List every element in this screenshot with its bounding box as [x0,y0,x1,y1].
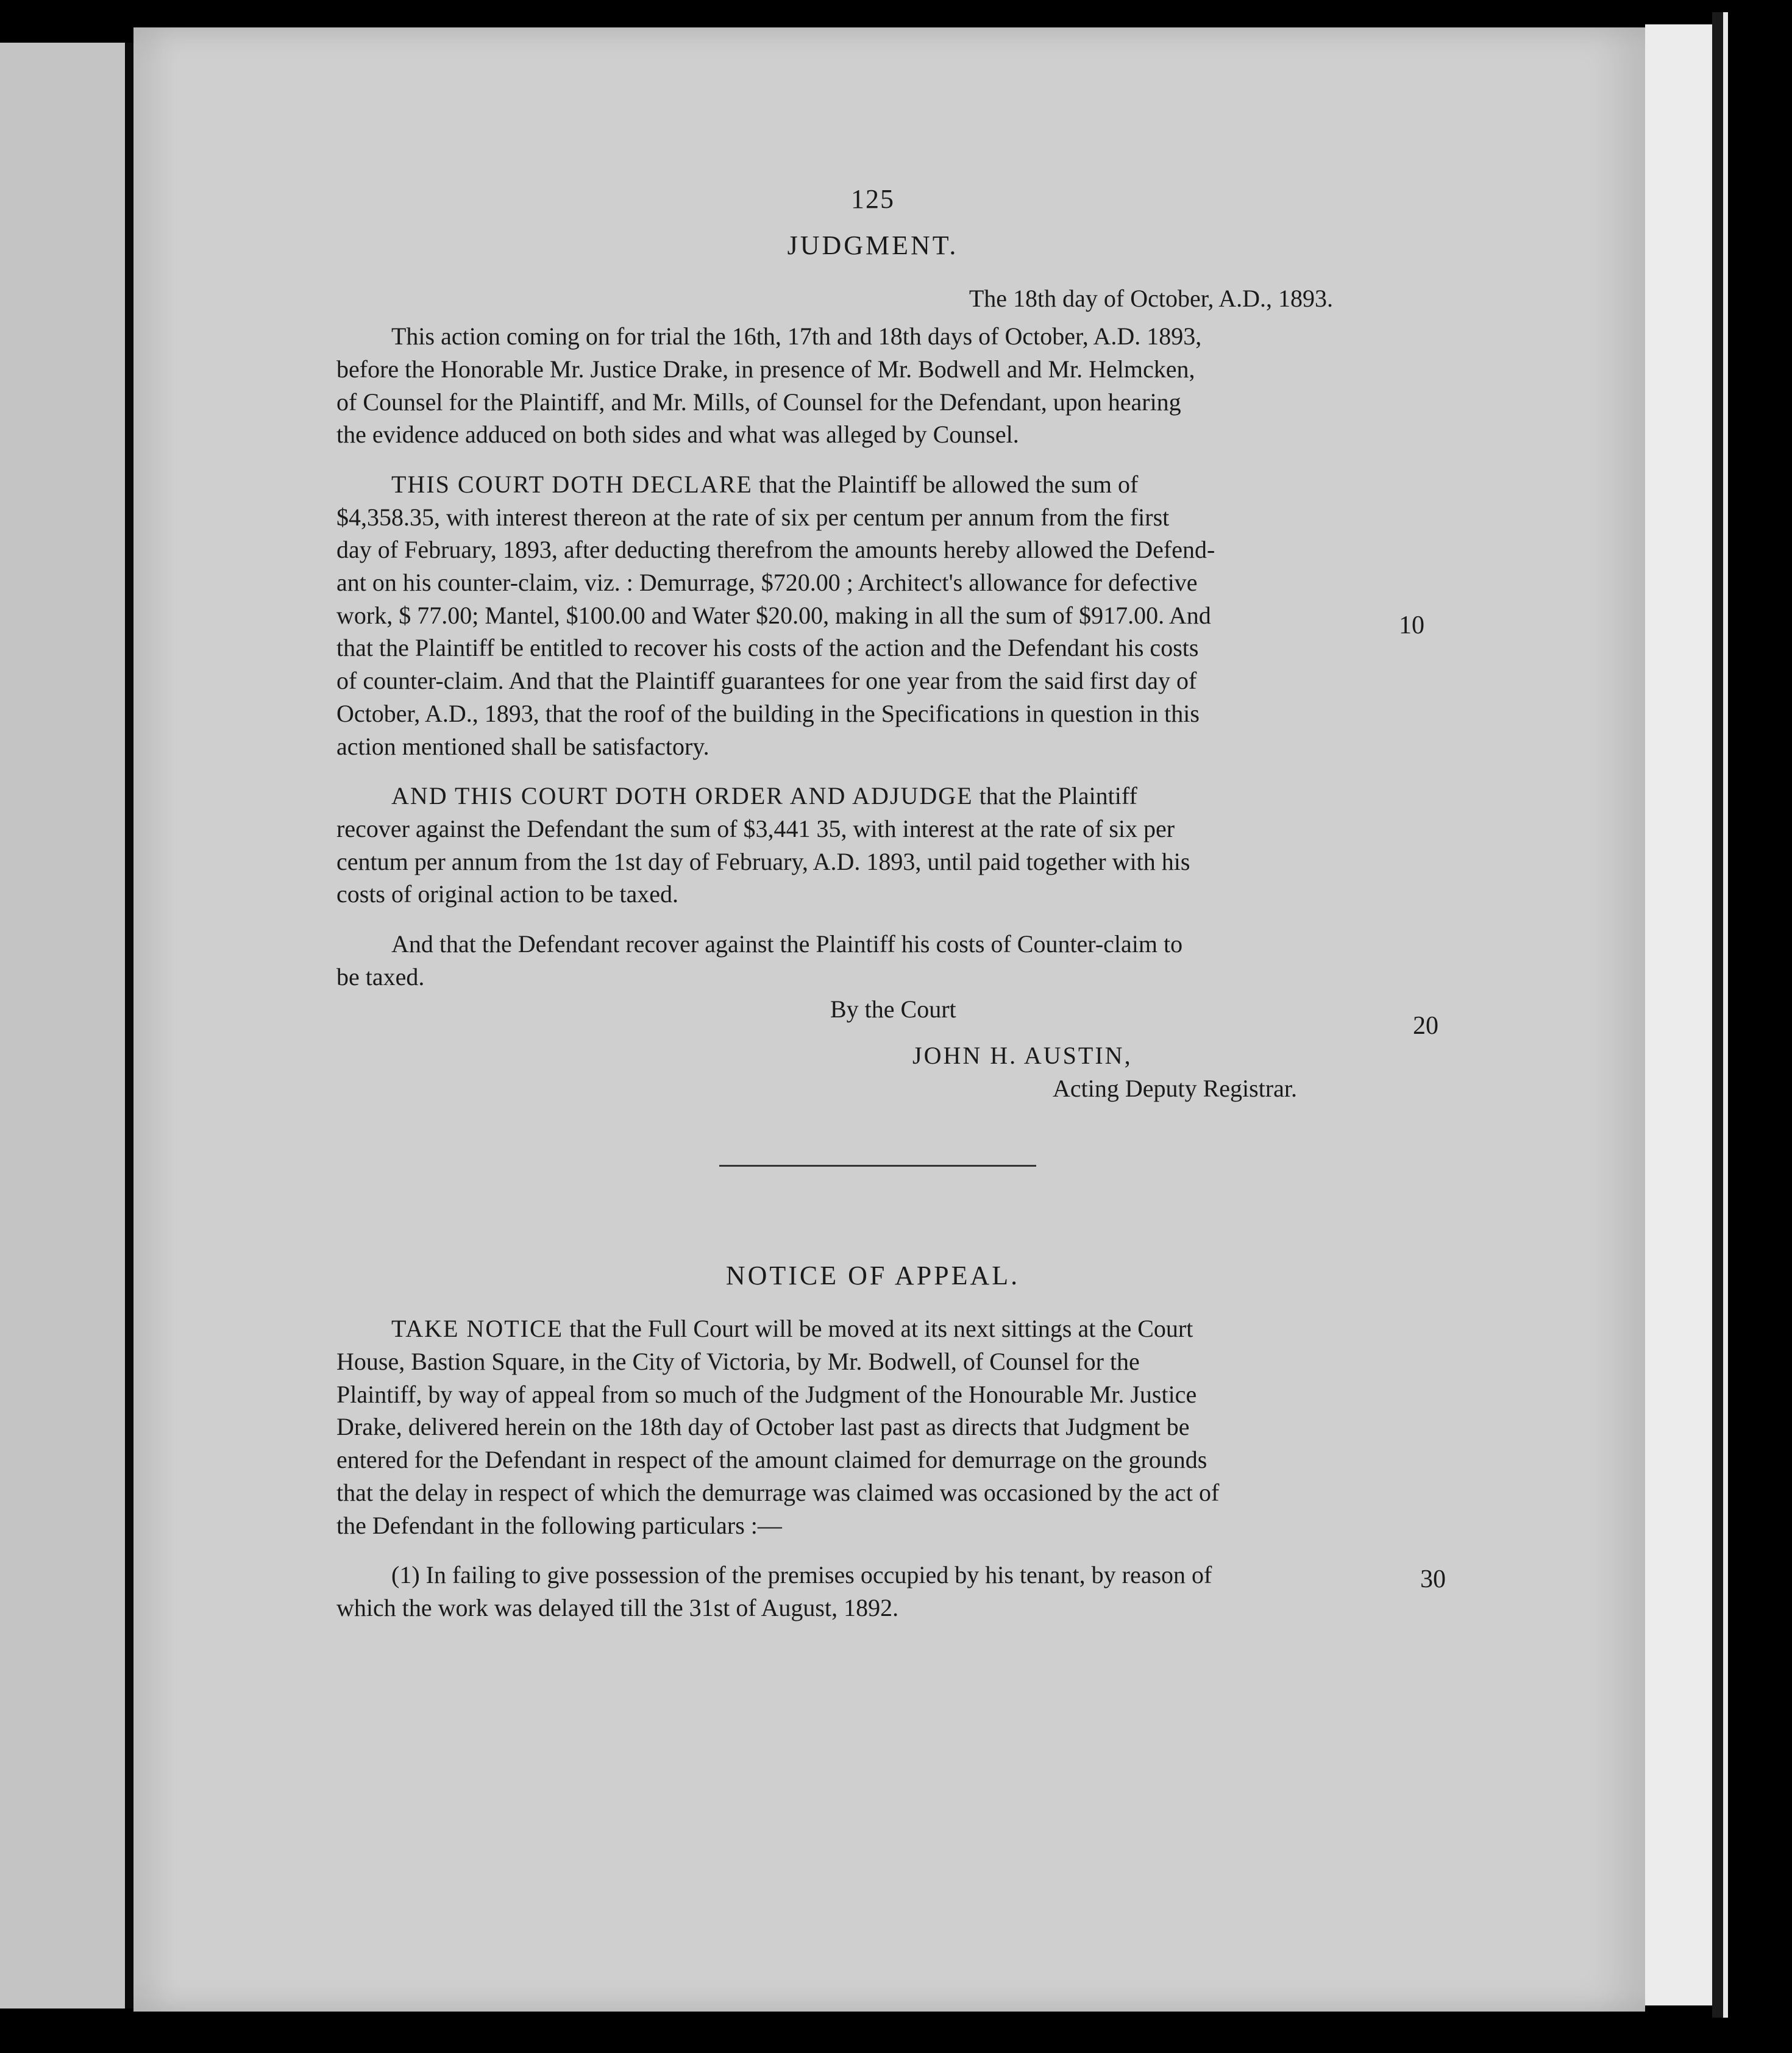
judgment-intro-paragraph: This action coming on for trial the 16th, 17th and 18th days of October, A.D. 1893, before the Honorable Mr. Justice Drake, in presence of Mr. Bodwell and Mr. Helmcken, of Counsel for the Plaintiff, and Mr. Mills, of Counsel for the Defendant, upon hearing the evidence adduced on both sides and what was alleged by Counsel. [336,322,1202,449]
notice-lead: TAKE NOTICE [391,1315,564,1343]
declare-body: that the Plaintiff be allowed the sum of $4,358.35, with interest thereon at the rate of six per centum per annum from the first day of February, 1893, after deducting therefrom the amounts hereby allowed the Defend- ant on his counter-claim, viz. : Demurrage, $720.00 ; Architect's allowance for defective work, $ 77.00; Mantel, $100.00 and Water $20.00, making in all the sum of $917.00. And that the Plaintiff be entitled to recover his costs of the action and the Defendant his costs of counter-claim. And that the Plaintiff guarantees for one year from the said first day of October, A.D., 1893, that the roof of the building in the Specifications in question in this action mentioned shall be satisfactory. [336,470,1215,760]
book-gutter [125,43,133,2009]
page-number: 125 [851,184,895,214]
facing-page-edge [0,43,125,2009]
notice-heading: NOTICE OF APPEAL. [725,1260,1020,1290]
order-body: that the Plaintiff recover against the Defendant the sum of $3,441 35, with interest at the rate of six per centum per annum from the 1st day of February, A.D. 1893, until paid together with his costs of original action to be taxed. [336,782,1190,908]
order-paragraph [336,780,1409,911]
page-stack-shadow [1712,12,1723,2018]
judgment-heading: JUDGMENT. [787,230,959,260]
counterclaim-paragraph: And that the Defendant recover against the Plaintiff his costs of Counter-claim to be taxed. [336,930,1183,991]
page-stack-highlight [1723,12,1728,2018]
line-marker-10: 10 [1399,611,1424,639]
by-the-court: By the Court [830,995,956,1023]
page-stack-edge [1645,24,1712,2005]
signer-name: JOHN H. AUSTIN, [912,1042,1132,1070]
line-marker-20: 20 [1413,1012,1438,1040]
declare-lead: THIS COURT DOTH DECLARE [391,470,753,498]
section-divider [719,1165,1036,1167]
notice-paragraph [336,1312,1409,1542]
judgment-date: The 18th day of October, A.D., 1893. [969,285,1333,313]
signer-title: Acting Deputy Registrar. [1053,1074,1298,1102]
page-text [336,183,1409,1624]
declare-paragraph [336,468,1409,763]
notice-body: that the Full Court will be moved at its next sittings at the Court House, Bastion Square, in the City of Victoria, by Mr. Bodwell, of Counsel for the Plaintiff, by way of appeal from so much of the Judgment of the Honourable Mr. Justice Drake, delivered herein on the 18th day of October last past as directs that Judgment be entered for the Defendant in respect of the amount claimed for demurrage on the grounds that the delay in respect of which the demurrage was claimed was occasioned by the act of the Defendant in the following particulars :— [336,1315,1220,1539]
line-marker-30: 30 [1420,1565,1446,1593]
notice-item-1: (1) In failing to give possession of the premises occupied by his tenant, by reason of which the work was delayed till the 31st of August, 1892. [336,1561,1212,1621]
order-lead: AND THIS COURT DOTH ORDER AND ADJUDGE [391,782,973,810]
